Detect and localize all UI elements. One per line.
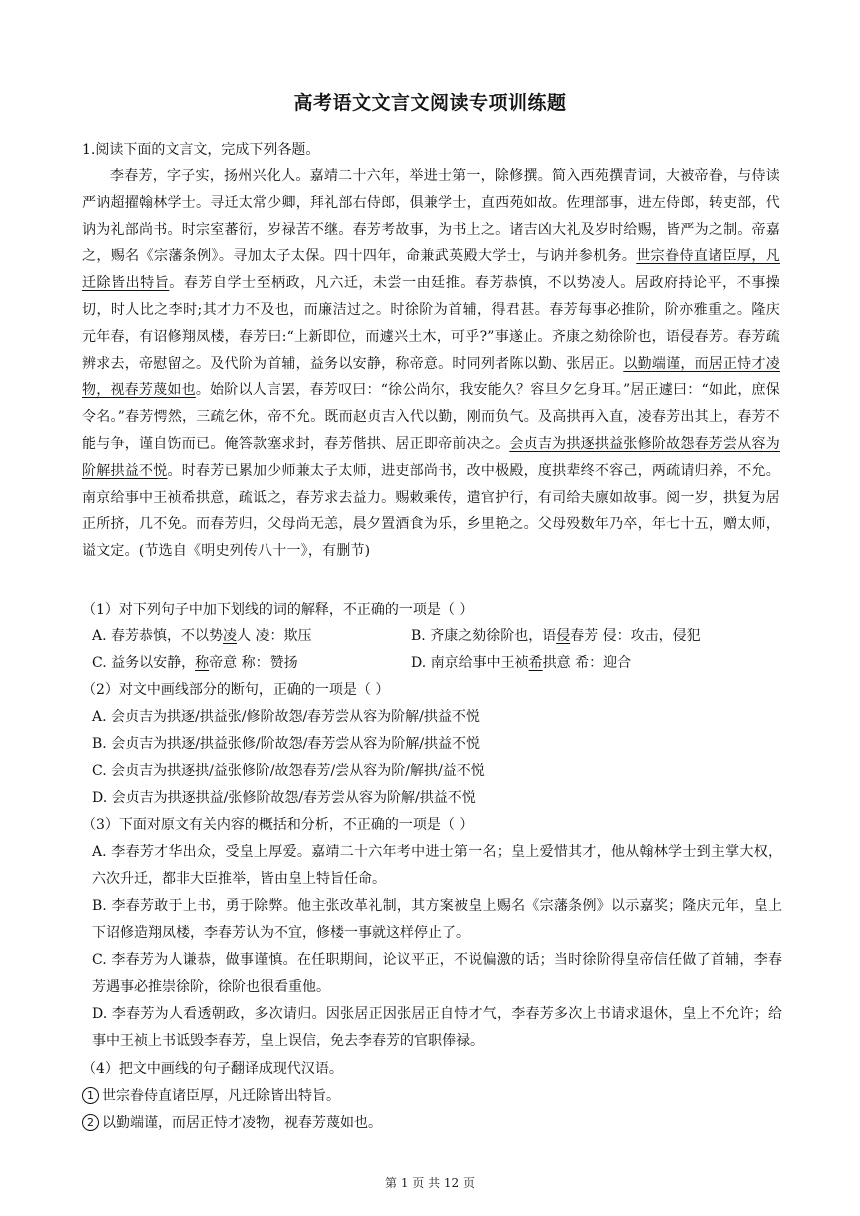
question-2-option-b: B. 会贞吉为拱逐/拱益张修/阶故怨/春芳尝从容为阶解/拱益不悦: [92, 736, 481, 752]
question-1-stem: （1）对下列句子中加下划线的词的解释，不正确的一项是（ ）: [82, 602, 474, 618]
question-1-option-c: C. 益务以安静，称帝意 称：赞扬: [92, 655, 298, 671]
question-3-option-d: D. 李春芳为人看透朝政，多次请归。因张居正因张居正自恃才气，李春芳多次上书请求退休，皇上不允许；给事中王祯上书诋毁李春芳，皇上误信，免去李春芳的官职俸禄。: [92, 1006, 782, 1049]
question-2-option-d: D. 会贞吉为拱逐拱益/张修阶故怨/春芳尝从容为阶解/拱益不悦: [92, 790, 476, 806]
passage-text: 。始阶以人言罢，春芳叹曰：“徐公尚尔，我安能久？容旦夕乞身耳。”居正遽曰：“如此，庶保令名。”春芳愕然，三疏乞休，帝不允。既而赵贞吉入代以勤，刚而负气。及高拱再入直，凌春芳出其上，春芳不能与争，谨自饬而已。俺答款塞求封，春芳偕拱、居正即帝前决之。: [82, 382, 780, 452]
underlined-sentence-2: 以勤端谨，而居正恃才凌物，视春芳蔑如也: [82, 355, 780, 399]
translation-item-2: 2 以勤端谨，而居正恃才凌物，视春芳蔑如也。: [82, 1110, 382, 1136]
passage-text: 。春芳自学士至柄政，凡六迁，未尝一由廷推。春芳恭慎，不以势凌人。居政府持论平，不事操切，时人比之李时;其才力不及也，而廉洁过之。时徐阶为首辅，得君甚。春芳每事必推阶，阶亦雅重之。隆庆元年春，有诏修翔凤楼，春芳曰:“上新即位，而遽兴土木，可乎?”事遂止。齐康之劾徐阶也，语侵春芳。春芳疏辨求去，帝慰留之。及代阶为首辅，益务以安静，称帝意。时同列者陈以勤、张居正。: [82, 275, 780, 372]
question-3-option-c: C. 李春芳为人谦恭，做事谨慎。在任职期间，论议平正，不说偏激的话；当时徐阶得皇帝信任做了首辅，李春芳遇事必推崇徐阶，徐阶也很看重他。: [92, 952, 782, 995]
question-1-option-a: A. 春芳恭慎，不以势凌人 凌：欺压: [92, 628, 312, 644]
question-2-stem: （2）对文中画线部分的断句，正确的一项是（ ）: [82, 682, 390, 698]
question-3-option-b: B. 李春芳敢于上书，勇于除弊。他主张改革礼制，其方案被皇上赐名《宗藩条例》以示嘉奖；隆庆元年，皇上下诏修造翔凤楼，李春芳认为不宜，修楼一事就这样停止了。: [92, 898, 782, 941]
passage: [82, 163, 780, 565]
question-2-option-c: C. 会贞吉为拱逐拱/益张修阶/故怨春芳/尝从容为阶/解拱/益不悦: [92, 763, 485, 779]
circled-number-1: 1: [82, 1087, 99, 1104]
underlined-sentence-1: 世宗眷侍直诸臣厚，凡迁除皆出特旨: [82, 248, 780, 292]
question-3-stem: （3）下面对原文有关内容的概括和分析，不正确的一项是（ ）: [82, 817, 474, 833]
underlined-sentence-3: 会贞吉为拱逐拱益张修阶故怨春芳尝从容为阶解拱益不悦: [82, 435, 780, 479]
translation-item-1: 1 世宗眷侍直诸臣厚，凡迁除皆出特旨。: [82, 1083, 340, 1109]
passage-text: 李春芳，字子实，扬州兴化人。嘉靖二十六年，举进士第一，除修撰。简入西苑撰青词，大被帝眷，与侍读严讷超擢翰林学士。寻迁太常少卿，拜礼部右侍郎，俱兼学士，直西苑如故。佐理部事，进左侍郎，转吏部，代讷为礼部尚书。时宗室蕃衍，岁禄苦不继。春芳考故事，为书上之。诸吉凶大礼及岁时给赐，皆严为之制。帝嘉之，赐名《宗藩条例》。寻加太子太保。四十四年，命兼武英殿大学士，与讷并参机务。: [82, 168, 780, 265]
circled-number-2: 2: [82, 1114, 99, 1131]
page-title: 高考语文文言文阅读专项训练题: [293, 92, 567, 114]
question-2-option-a: A. 会贞吉为拱逐/拱益张/修阶故怨/春芳尝从容为阶解/拱益不悦: [92, 709, 480, 725]
question-1-option-b: B. 齐康之劾徐阶也，语侵春芳 侵：攻击，侵犯: [411, 628, 701, 644]
page-footer: 第 1 页 共 12 页: [385, 1176, 475, 1190]
question-4-stem: （4）把文中画线的句子翻译成现代汉语。: [82, 1061, 343, 1077]
passage-text: 。时春芳已累加少师兼太子太师，进吏部尚书，改中极殿，度拱辈终不容己，两疏请归养，不允。南京给事中王祯希拱意，疏诋之，春芳求去益力。赐敕乘传，遣官护行，有司给夫廪如故事。阅一岁，拱复为居正所挤，几不免。而春芳归，父母尚无恙，晨夕置酒食为乐，乡里艳之。父母殁数年乃卒，年七十五，赠太师，谥文定。(节选自《明史列传八十一》，有删节): [82, 462, 780, 560]
question-1-option-d: D. 南京给事中王祯希拱意 希：迎合: [411, 655, 632, 671]
question-instruction: 1.阅读下面的文言文，完成下列各题。: [82, 142, 320, 158]
question-3-option-a: A. 李春芳才华出众，受皇上厚爱。嘉靖二十六年考中进士第一名；皇上爱惜其才，他从翰林学士到主掌大权，六次升迁，都非大臣推举，皆由皇上特旨任命。: [92, 844, 782, 887]
